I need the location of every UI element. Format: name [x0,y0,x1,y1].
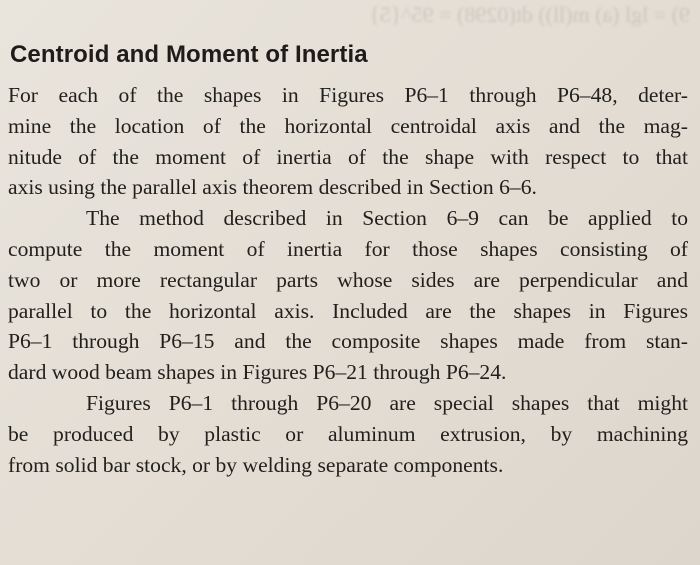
text-line: For each of the shapes in Figures P6–1 through P6–48, deter- [8,83,688,107]
text-line: two or more rectangular parts whose sides are perpendicular and [8,267,688,292]
text-line: from solid bar stock, or by welding separate components. [8,452,504,477]
text-line: nitude of the moment of inertia of the shape with respect to that [8,144,688,169]
text-line: axis using the parallel axis theorem described in Section 6–6. [8,175,537,200]
text-line: dard wood beam shapes in Figures P6–21 through P6–24. [8,360,507,385]
text-line: compute the moment of inertia for those shapes consisting of [8,236,688,261]
text-line: P6–1 through P6–15 and the composite shapes made from stan- [8,329,688,354]
text-line: The method described in Section 6–9 can be applied to [86,206,688,231]
text-line: parallel to the horizontal axis. Included are the shapes in Figures [8,298,688,323]
section-heading: Centroid and Moment of Inertia [10,41,368,68]
text-line: be produced by plastic or aluminum extrusion, by machining [8,421,688,446]
body-text [8,80,688,480]
text-line: mine the location of the horizontal centroidal axis and the mag- [8,113,688,138]
bleed-through-text: 9) = lgl (a) m(ll)) dt(0298) = 95^{5} [369,2,690,27]
text-line: Figures P6–1 through P6–20 are special shapes that might [86,390,688,415]
